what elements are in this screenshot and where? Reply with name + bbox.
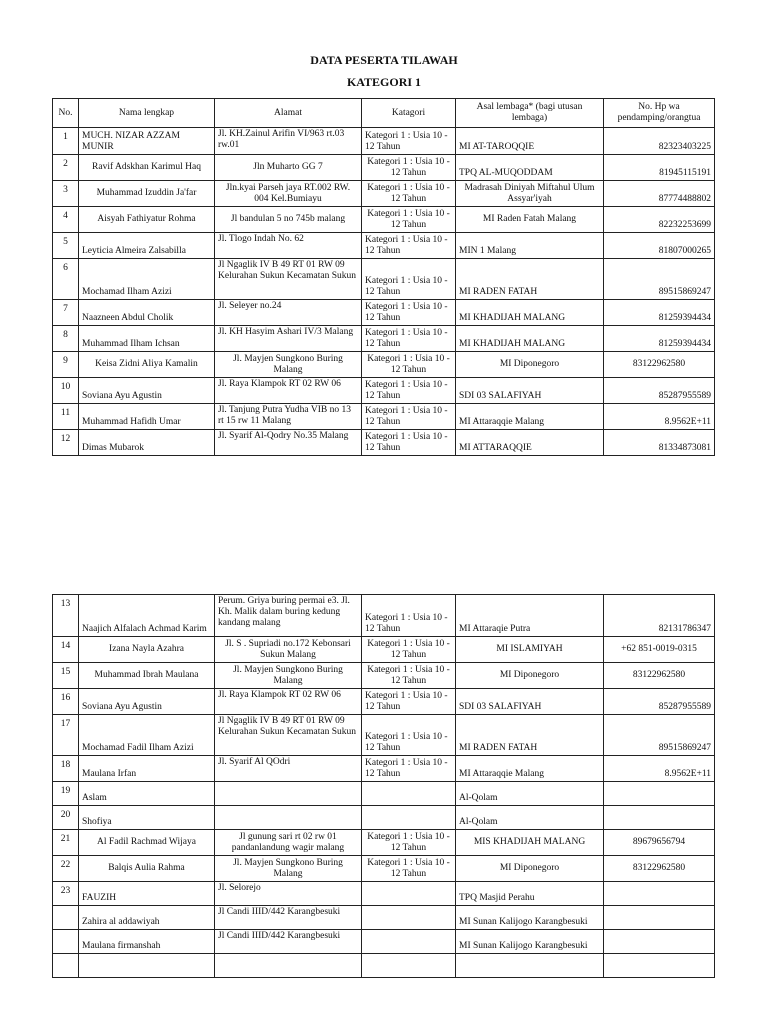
category-cell: Kategori 1 : Usia 10 - 12 Tahun [362, 756, 456, 782]
category-cell: Kategori 1 : Usia 10 - 12 Tahun [362, 378, 456, 404]
address-cell: Jl. KH Hasyim Ashari IV/3 Malang [215, 326, 362, 352]
table-row [53, 663, 715, 689]
phone-cell: 82131786347 [604, 595, 715, 637]
institution-cell: SDI 03 SALAFIYAH [456, 689, 604, 715]
row-number-cell: 2 [53, 155, 79, 181]
address-cell: Jl. Mayjen Sungkono Buring Malang [215, 352, 362, 378]
row-number-cell: 17 [53, 715, 79, 756]
institution-cell: MI RADEN FATAH [456, 715, 604, 756]
category-cell: Kategori 1 : Usia 10 - 12 Tahun [362, 128, 456, 155]
category-cell: Kategori 1 : Usia 10 - 12 Tahun [362, 830, 456, 856]
table-row [53, 404, 715, 430]
phone-cell: 81807000265 [604, 233, 715, 259]
name-cell: Leyticia Almeira Zalsabilla [79, 233, 215, 259]
name-cell: Maulana Irfan [79, 756, 215, 782]
row-number-cell: 11 [53, 404, 79, 430]
header-phone: No. Hp wa pendamping/orangtua [604, 99, 715, 128]
category-cell [362, 882, 456, 906]
row-number-cell: 10 [53, 378, 79, 404]
row-number-cell: 9 [53, 352, 79, 378]
address-cell [215, 782, 362, 806]
name-cell: FAUZIH [79, 882, 215, 906]
phone-cell: 81945115191 [604, 155, 715, 181]
category-cell: Kategori 1 : Usia 10 - 12 Tahun [362, 715, 456, 756]
institution-cell: MI Diponegoro [456, 352, 604, 378]
address-cell: Jln.kyai Parseh jaya RT.002 RW. 004 Kel.Bumiayu [215, 181, 362, 207]
institution-cell: MI RADEN FATAH [456, 259, 604, 300]
category-cell: Kategori 1 : Usia 10 - 12 Tahun [362, 233, 456, 259]
name-cell: Ravif Adskhan Karimul Haq [79, 155, 215, 181]
phone-cell: 81334873081 [604, 430, 715, 456]
phone-cell: 8.9562E+11 [604, 404, 715, 430]
institution-cell: MI KHADIJAH MALANG [456, 326, 604, 352]
row-number-cell: 6 [53, 259, 79, 300]
address-cell: Jl. S . Supriadi no.172 Kebonsari Sukun Malang [215, 637, 362, 663]
document-subtitle: KATEGORI 1 [346, 75, 422, 89]
name-cell: Muhammad Ilham Ichsan [79, 326, 215, 352]
category-cell: Kategori 1 : Usia 10 - 12 Tahun [362, 595, 456, 637]
category-cell: Kategori 1 : Usia 10 - 12 Tahun [362, 207, 456, 233]
phone-cell: 89515869247 [604, 715, 715, 756]
row-number-cell: 18 [53, 756, 79, 782]
row-number-cell: 14 [53, 637, 79, 663]
table-row [53, 882, 715, 906]
table-row [53, 595, 715, 637]
phone-cell: 83122962580 [604, 663, 715, 689]
institution-cell: TPQ AL-MUQODDAM [456, 155, 604, 181]
table-row [53, 207, 715, 233]
address-cell: Jl. Syarif Al QOdri [215, 756, 362, 782]
table-row [53, 782, 715, 806]
participants-table-1 [52, 98, 715, 456]
name-cell: Soviana Ayu Agustin [79, 689, 215, 715]
name-cell: Shofiya [79, 806, 215, 830]
row-number-cell [53, 954, 79, 978]
table-row [53, 326, 715, 352]
category-cell [362, 954, 456, 978]
institution-cell: Al-Qolam [456, 806, 604, 830]
category-cell: Kategori 1 : Usia 10 - 12 Tahun [362, 259, 456, 300]
category-cell [362, 930, 456, 954]
category-cell: Kategori 1 : Usia 10 - 12 Tahun [362, 856, 456, 882]
institution-cell: MI AT-TAROQQIE [456, 128, 604, 155]
name-cell: Izana Nayla Azahra [79, 637, 215, 663]
name-cell: Balqis Aulia Rahma [79, 856, 215, 882]
address-cell: Jl Candi IIID/442 Karangbesuki [215, 930, 362, 954]
name-cell: Soviana Ayu Agustin [79, 378, 215, 404]
category-cell: Kategori 1 : Usia 10 - 12 Tahun [362, 155, 456, 181]
row-number-cell: 20 [53, 806, 79, 830]
table-row [53, 954, 715, 978]
institution-cell: SDI 03 SALAFIYAH [456, 378, 604, 404]
table-row [53, 128, 715, 155]
phone-cell [604, 882, 715, 906]
address-cell: Jl. Raya Klampok RT 02 RW 06 [215, 378, 362, 404]
table-row [53, 259, 715, 300]
address-cell [215, 954, 362, 978]
row-number-cell: 4 [53, 207, 79, 233]
document-title: DATA PESERTA TILAWAH [310, 53, 458, 67]
phone-cell: 8.9562E+11 [604, 756, 715, 782]
table-row [53, 689, 715, 715]
table-row [53, 906, 715, 930]
table-2-body [53, 595, 715, 978]
table-row [53, 233, 715, 259]
name-cell: Zahira al addawiyah [79, 906, 215, 930]
table-row [53, 155, 715, 181]
category-cell: Kategori 1 : Usia 10 - 12 Tahun [362, 352, 456, 378]
category-cell: Kategori 1 : Usia 10 - 12 Tahun [362, 663, 456, 689]
address-cell: Jl. KH.Zainul Arifin VI/963 rt.03 rw.01 [215, 128, 362, 155]
phone-cell [604, 806, 715, 830]
category-cell: Kategori 1 : Usia 10 - 12 Tahun [362, 181, 456, 207]
category-cell [362, 906, 456, 930]
row-number-cell: 16 [53, 689, 79, 715]
institution-cell: MI KHADIJAH MALANG [456, 300, 604, 326]
header-no: No. [53, 99, 79, 128]
address-cell: Jl Candi IIID/442 Karangbesuki [215, 906, 362, 930]
address-cell: Jl gunung sari rt 02 rw 01 pandanlandung wagir malang [215, 830, 362, 856]
address-cell: Jl Ngaglik IV B 49 RT 01 RW 09 Kelurahan Sukun Kecamatan Sukun [215, 715, 362, 756]
table-row [53, 181, 715, 207]
row-number-cell: 12 [53, 430, 79, 456]
row-number-cell: 7 [53, 300, 79, 326]
row-number-cell: 15 [53, 663, 79, 689]
table-row [53, 430, 715, 456]
row-number-cell: 23 [53, 882, 79, 906]
table-row [53, 930, 715, 954]
phone-cell [604, 930, 715, 954]
phone-cell: 83122962580 [604, 352, 715, 378]
row-number-cell: 22 [53, 856, 79, 882]
table-row [53, 756, 715, 782]
name-cell: Mochamad Fadil Ilham Azizi [79, 715, 215, 756]
address-cell: Jl. Mayjen Sungkono Buring Malang [215, 663, 362, 689]
name-cell: Naazneen Abdul Cholik [79, 300, 215, 326]
header-row [53, 99, 715, 128]
address-cell: Jl bandulan 5 no 745b malang [215, 207, 362, 233]
phone-cell: 81259394434 [604, 300, 715, 326]
table-row [53, 637, 715, 663]
phone-cell: 89515869247 [604, 259, 715, 300]
phone-cell: 89679656794 [604, 830, 715, 856]
table-row [53, 806, 715, 830]
table-1-body [53, 128, 715, 456]
institution-cell: MI Raden Fatah Malang [456, 207, 604, 233]
name-cell: Aslam [79, 782, 215, 806]
address-cell: Jl. Raya Klampok RT 02 RW 06 [215, 689, 362, 715]
institution-cell [456, 954, 604, 978]
name-cell: Muhammad Ibrah Maulana [79, 663, 215, 689]
institution-cell: Al-Qolam [456, 782, 604, 806]
institution-cell: MI Attaraqqie Malang [456, 404, 604, 430]
name-cell: MUCH. NIZAR AZZAM MUNIR [79, 128, 215, 155]
address-cell: Jl. Tanjung Putra Yudha VIB no 13 rt 15 rw 11 Malang [215, 404, 362, 430]
address-cell: Jl. Syarif Al-Qodry No.35 Malang [215, 430, 362, 456]
name-cell: Aisyah Fathiyatur Rohma [79, 207, 215, 233]
category-cell: Kategori 1 : Usia 10 - 12 Tahun [362, 326, 456, 352]
institution-cell: MI ATTARAQQIE [456, 430, 604, 456]
name-cell: Al Fadil Rachmad Wijaya [79, 830, 215, 856]
phone-cell: 83122962580 [604, 856, 715, 882]
table-row [53, 830, 715, 856]
address-cell: Jl Ngaglik IV B 49 RT 01 RW 09 Kelurahan Sukun Kecamatan Sukun [215, 259, 362, 300]
name-cell: Mochamad Ilham Azizi [79, 259, 215, 300]
name-cell: Keisa Zidni Aliya Kamalin [79, 352, 215, 378]
header-institution: Asal lembaga* (bagi utusan lembaga) [456, 99, 604, 128]
phone-cell: 85287955589 [604, 689, 715, 715]
category-cell: Kategori 1 : Usia 10 - 12 Tahun [362, 300, 456, 326]
phone-cell [604, 782, 715, 806]
row-number-cell [53, 930, 79, 954]
phone-cell: 82232253699 [604, 207, 715, 233]
institution-cell: MI ISLAMIYAH [456, 637, 604, 663]
institution-cell: MI Sunan Kalijogo Karangbesuki [456, 906, 604, 930]
institution-cell: MIS KHADIJAH MALANG [456, 830, 604, 856]
category-cell: Kategori 1 : Usia 10 - 12 Tahun [362, 637, 456, 663]
row-number-cell: 19 [53, 782, 79, 806]
table-row [53, 300, 715, 326]
table-row [53, 715, 715, 756]
name-cell: Muhammad Izuddin Ja'far [79, 181, 215, 207]
name-cell: Muhammad Hafidh Umar [79, 404, 215, 430]
phone-cell: 81259394434 [604, 326, 715, 352]
phone-cell: 85287955589 [604, 378, 715, 404]
address-cell: Jl. Mayjen Sungkono Buring Malang [215, 856, 362, 882]
institution-cell: MI Attaraqie Putra [456, 595, 604, 637]
participants-table-2 [52, 594, 715, 978]
name-cell: Maulana firmanshah [79, 930, 215, 954]
table-row [53, 378, 715, 404]
header-address: Alamat [215, 99, 362, 128]
institution-cell: TPQ Masjid Perahu [456, 882, 604, 906]
institution-cell: Madrasah Diniyah Miftahul Ulum Assyar'iyah [456, 181, 604, 207]
phone-cell: 87774488802 [604, 181, 715, 207]
category-cell: Kategori 1 : Usia 10 - 12 Tahun [362, 689, 456, 715]
table-row [53, 352, 715, 378]
name-cell [79, 954, 215, 978]
institution-cell: MI Diponegoro [456, 663, 604, 689]
category-cell: Kategori 1 : Usia 10 - 12 Tahun [362, 430, 456, 456]
phone-cell [604, 954, 715, 978]
row-number-cell: 1 [53, 128, 79, 155]
phone-cell [604, 906, 715, 930]
header-name: Nama lengkap [79, 99, 215, 128]
address-cell: Jl. Seleyer no.24 [215, 300, 362, 326]
row-number-cell: 8 [53, 326, 79, 352]
address-cell: Jl. Selorejo [215, 882, 362, 906]
address-cell [215, 806, 362, 830]
table-row [53, 856, 715, 882]
category-cell [362, 782, 456, 806]
category-cell [362, 806, 456, 830]
row-number-cell: 21 [53, 830, 79, 856]
address-cell: Jl. Tlogo Indah No. 62 [215, 233, 362, 259]
name-cell: Naajich Alfalach Achmad Karim [79, 595, 215, 637]
row-number-cell [53, 906, 79, 930]
row-number-cell: 3 [53, 181, 79, 207]
header-category: Katagori [362, 99, 456, 128]
institution-cell: MI Attaraqqie Malang [456, 756, 604, 782]
phone-cell: +62 851-0019-0315 [604, 637, 715, 663]
institution-cell: MI Diponegoro [456, 856, 604, 882]
address-cell: Perum. Griya buring permai e3. Jl. Kh. Malik dalam buring kedung kandang malang [215, 595, 362, 637]
row-number-cell: 13 [53, 595, 79, 637]
institution-cell: MI Sunan Kalijogo Karangbesuki [456, 930, 604, 954]
institution-cell: MIN 1 Malang [456, 233, 604, 259]
address-cell: Jln Muharto GG 7 [215, 155, 362, 181]
phone-cell: 82323403225 [604, 128, 715, 155]
row-number-cell: 5 [53, 233, 79, 259]
category-cell: Kategori 1 : Usia 10 - 12 Tahun [362, 404, 456, 430]
name-cell: Dimas Mubarok [79, 430, 215, 456]
